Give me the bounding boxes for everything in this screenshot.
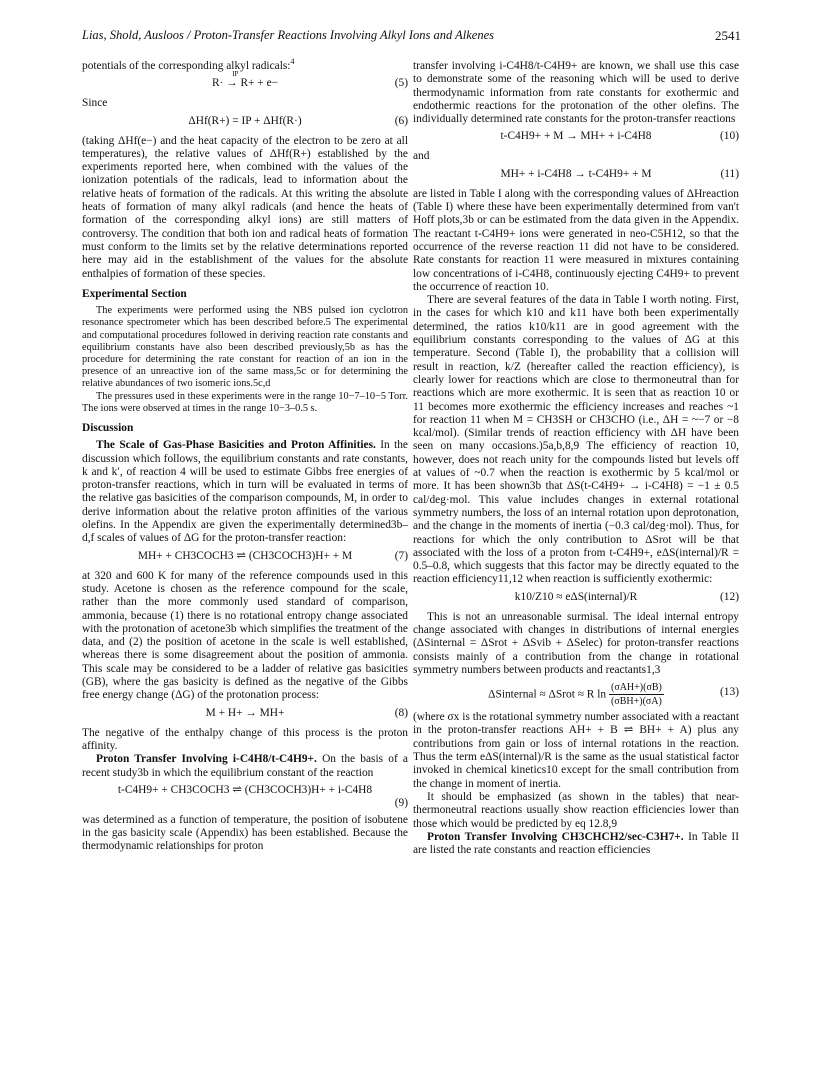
running-header bbox=[82, 28, 741, 46]
equation-9: t-C4H9+ + CH3COCH3 ⇌ (CH3COCH3)H+ + i-C4H8 (9) bbox=[117, 783, 408, 809]
scale-paragraph: The Scale of Gas-Phase Basicities and Proton Affinities. In the discussion which follows, the equilibrium constants and rate constants, k and k′, of reaction 4 will be used to estimate Gibbs free energies of proton-transfer reactions, which in turn will be evaluated in terms of the relative gas basicities of the comparison compounds, M, in order to derive information about the relative proton affinities of the various olefins. In the Appendix are given the experimentally determined3b–d,f scales of values of ΔG for the proton-transfer reaction: bbox=[82, 439, 408, 545]
left-column bbox=[82, 57, 408, 854]
propene-paragraph: Proton Transfer Involving CH3CHCH2/sec-C3H7+. In Table II are listed the rate constants and reaction efficiencies bbox=[413, 830, 739, 857]
equation-5: R· IP → R+ + e− (5) bbox=[211, 70, 408, 90]
isobutene-paragraph: Proton Transfer Involving i-C4H8/t-C4H9+. On the basis of a recent study3b in which the equilibrium constant of the reaction bbox=[82, 753, 408, 779]
equation-10: t-C4H9+ + M → MH+ + i-C4H8 (10) bbox=[500, 130, 739, 143]
equation-7: MH+ + CH3COCH3 ⇌ (CH3COCH3)H+ + M (7) bbox=[137, 549, 408, 562]
since-text: Since bbox=[82, 97, 108, 110]
experimental-paragraph-1: The experiments were performed using the NBS pulsed ion cyclotron resonance spectrometer which has been described before.5 The experimental and computational procedures followed in deriving reaction rate constants and equilibrium constants have also been described previously,5b as has the procedure for determining the rate constant for reaction of an ion in the presence of an unreactive ion of the same mass,5c or for determining the relative abundances of two isomeric ions.5c,d bbox=[82, 305, 408, 390]
isobutene-continuation: was determined as a function of temperature, the position of isobutene in the gas basicity scale (Appendix) has been established. Because the thermodynamic relationships for proton bbox=[82, 813, 408, 853]
equation-8: M + H+ → MH+ (8) bbox=[205, 706, 408, 719]
experimental-paragraph-2: The pressures used in these experiments were in the range 10−7–10−5 Torr. The ions were observed at times in the range 10−3–0.5 s. bbox=[82, 390, 408, 414]
proton-affinity-paragraph: The negative of the enthalpy change of this process is the proton affinity. bbox=[82, 726, 408, 752]
intro-paragraph: potentials of the corresponding alkyl radicals:$^4$ bbox=[82, 57, 295, 72]
discussion-heading: Discussion bbox=[82, 421, 134, 434]
equation-12: k10/Z10 ≈ eΔS(internal)/R (12) bbox=[514, 590, 739, 603]
acetone-paragraph: at 320 and 600 K for many of the reference compounds used in this study. Acetone is chosen as the reference compound for the scale, rather than the more commonly used standard of comparison, ammonia, because (1) there is no rotational entropy change associated with the protonation of acetone3b which simplifies the treatment of the data, and (2) the position of acetone in the scale is well established, whereas there is some disagreement about the position of ammonia. This scale may be considered to be a ladder of relative gas basicities (GB), where the gas basicity is defined as the negative of the Gibbs free energy change (ΔG) of the protonation process: bbox=[82, 569, 408, 702]
experimental-heading: Experimental Section bbox=[82, 287, 187, 300]
surmisal-paragraph: This is not an unreasonable surmisal. The ideal internal entropy change associated with changes in distributions of internal energies (ΔSinternal = ΔSrot + ΔSvib + ΔSelec) for proton-transfer reactions consists mainly of a contribution from the change in rotational symmetry numbers between products and reactants1,3 bbox=[413, 610, 739, 676]
running-head: Lias, Shold, Ausloos / Proton-Transfer Reactions Involving Alkyl Ions and Alkenes bbox=[82, 28, 495, 42]
and-text: and bbox=[413, 150, 430, 163]
page-number: 2541 bbox=[715, 28, 741, 43]
equation-6: ΔHf(R+) = IP + ΔHf(R·) (6) bbox=[188, 114, 408, 127]
features-paragraph: There are several features of the data in Table I worth noting. First, in the cases for which k10 and k11 have both been experimentally determined, the ratios k10/k11 are in good agreement with the equilibrium constants corresponding to the values of ΔG at this temperature. Second (Table I), the probability that a collision will result in reaction, k/Z (hereafter called the reaction efficiency), is clearly lower for reactions which are close to thermoneutral than for reactions which are more exothermic. It is seen that as reaction 10 or 11 becomes more exothermic the efficiency increases and reaches ~1 for reaction 11 when M = CH3SH or CH3CHO (i.e., ΔH = ~−7 or −8 kcal/mol). (Similar trends of reaction efficiency with ΔH have been seen on many occasions.)5a,b,8,9 The efficiency of reaction 10, however, does not reach unity for the compounds listed but levels off at values of ~0.7 when the reaction is exothermic by 5 kcal/mol or more. It has been shown3b that ΔS(t-C4H9+ → i-C4H8) = −1 ± 0.5 cal/deg·mol. This value includes changes in external rotational symmetry numbers, the loss of an internal rotation upon deprotonation, and the change in the moments of inertia (−0.3 cal/deg·mol). Thus, for reactions for which the only contribution to ΔSrot will be that associated with the loss of a proton from t-C4H9+, eΔS(internal)/R = 0.5–0.8, which suggests that this factor may be directly equated to the reaction efficiency11,12 when reaction is sufficiently exothermic: bbox=[413, 294, 739, 586]
table1-paragraph: are listed in Table I along with the corresponding values of ΔHreaction (Table I) where these have been experimentally determined from van't Hoff plots,3b or can be estimated from the data given in the Appendix. The reactant t-C4H9+ ions were generated in neo-C5H12, so that the occurrence of the reverse reaction 11 did not have to be considered. Rate constants for reaction 11 were measured in mixtures containing low concentrations of i-C4H8, continuously ejecting C4H9+ to prevent the occurrence of reaction 10. bbox=[413, 187, 739, 293]
paragraph-heats: (taking ΔHf(e−) and the heat capacity of the electron to be zero at all temperatures), the relative values of ΔHf(R+) established by the experiments reported here, when combined with the values of the ionization potentials of the radicals, lead to information about the relative heats of formation of the radicals. At this writing the absolute heats of formation of many alkyl radicals (and hence the heats of formation of the corresponding alkyl ions) are still matters of controversy. The condition that both ion and radical heats of formation must conform to the limits set by the relative determinations reported here may aid in the establishment of the values for the absolute enthalpies of formation of these species. bbox=[82, 134, 408, 280]
right-column bbox=[413, 60, 739, 857]
symmetry-paragraph: (where σx is the rotational symmetry number associated with a reactant in the proton-transfer reactions AH+ + B ⇌ BH+ + A) plus any contributions from gain or loss of internal rotations in the reaction. Thus the term eΔS(internal)/R is the same as the usual statistical factor invoked in chemical kinetics10 except for the small contribution from the change in moment of inertia. bbox=[413, 711, 739, 790]
transfer-paragraph: transfer involving i-C4H8/t-C4H9+ are known, we shall use this case to demonstrate some of the reasoning which will be used to derive thermodynamic information from rate constants for exothermic and endothermic reactions for the protonation of the other olefins. The individually determined rate constants for the proton-transfer reactions bbox=[413, 60, 739, 126]
equation-11: MH+ + i-C4H8 → t-C4H9+ + M (11) bbox=[500, 167, 739, 180]
emphasis-paragraph: It should be emphasized (as shown in the tables) that near-thermoneutral reactions usually show reaction efficiencies lower than those which would be predicted by eq 12.8,9 bbox=[413, 790, 739, 830]
equation-13: ΔSinternal ≈ ΔSrot ≈ R ln $\frac{\text{(σAH+)(σB)}}{\text{(σBH+)(σA)}}$ (13) bbox=[488, 682, 739, 708]
